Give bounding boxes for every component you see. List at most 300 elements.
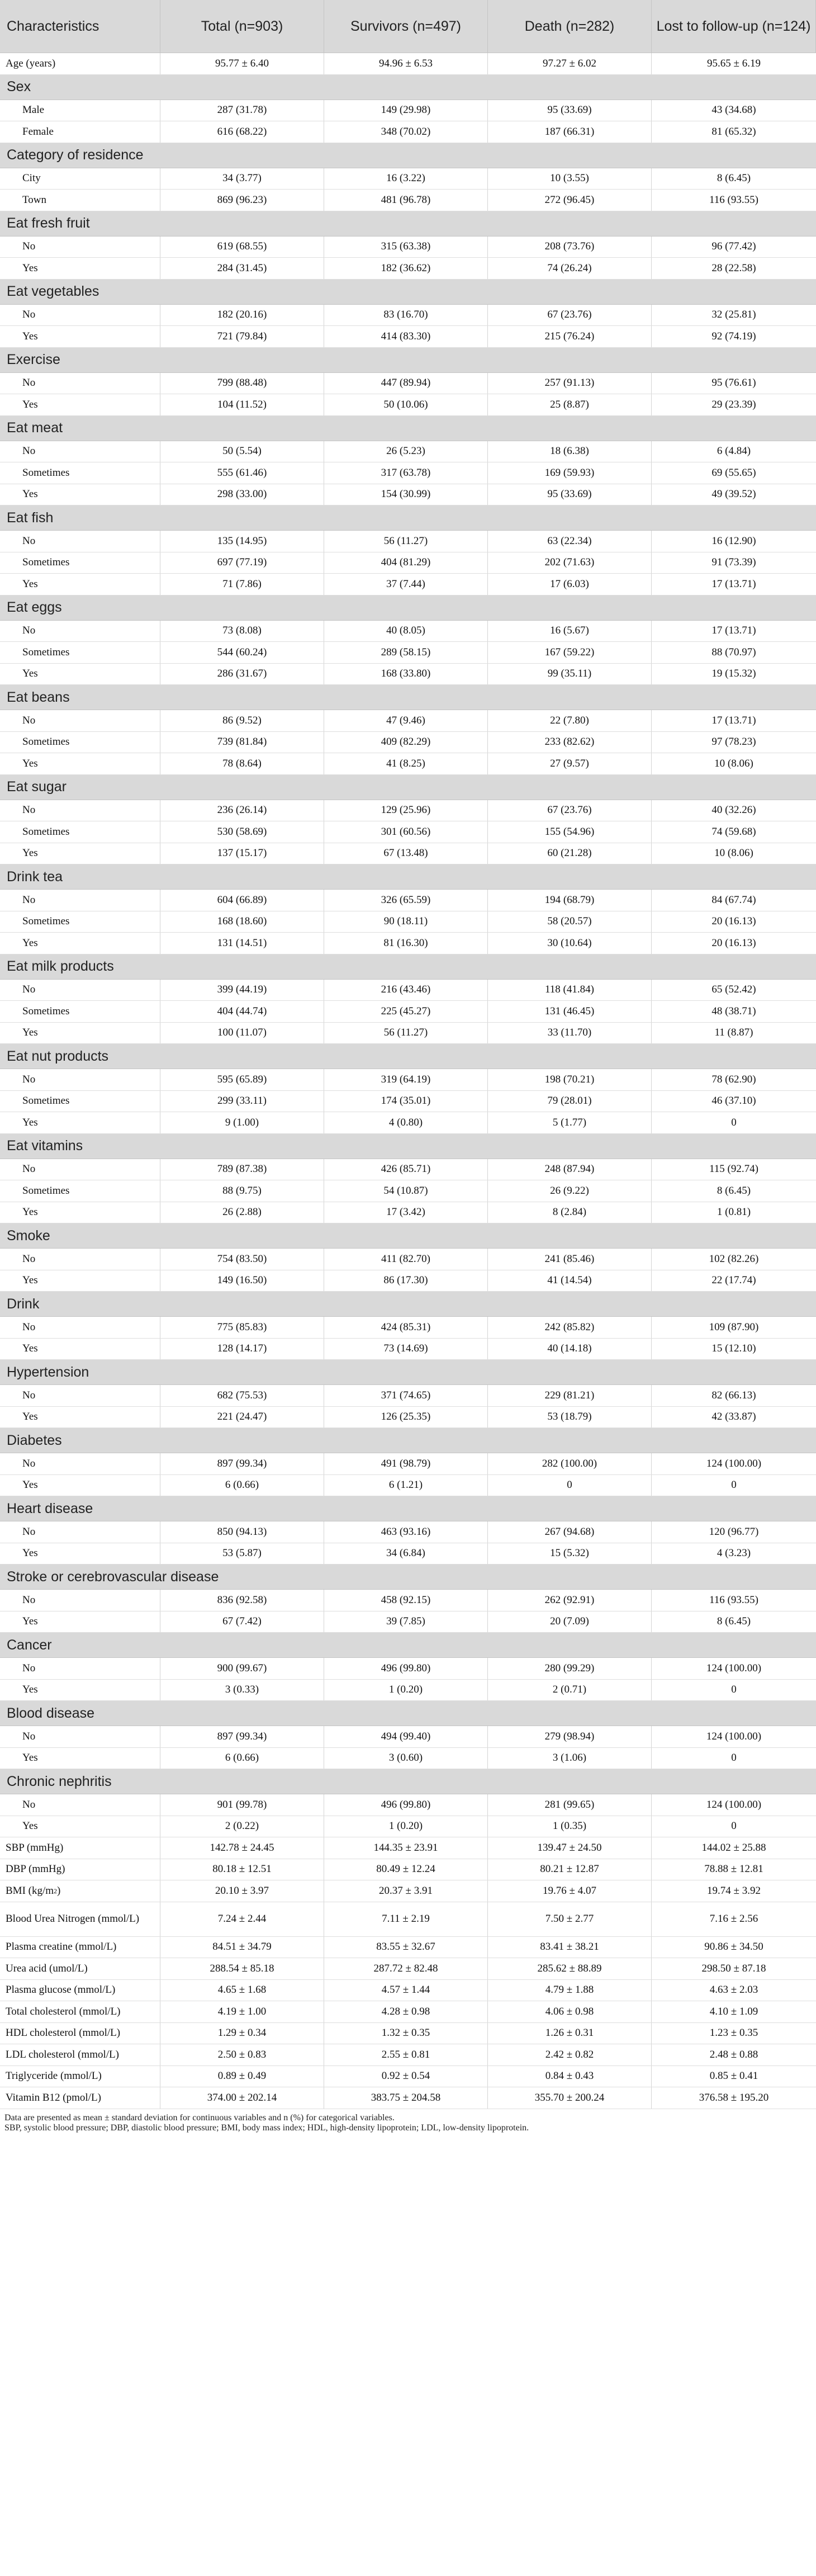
- value-cell: 49 (39.52): [711, 488, 756, 500]
- value-cell: 83 (16.70): [324, 305, 488, 326]
- value-cell: 86 (9.52): [160, 710, 324, 731]
- value-cell: 40 (8.05): [324, 621, 488, 642]
- value-cell: 19.74 ± 3.92: [707, 1884, 761, 1897]
- value-cell: 1.29 ± 0.34: [160, 2023, 324, 2044]
- row-label-text: Age (years): [6, 57, 56, 69]
- value-cell: 26 (9.22): [488, 1180, 652, 1202]
- table-row: [0, 1590, 816, 1611]
- value-cell: 424 (85.31): [324, 1317, 488, 1338]
- value-cell: 19 (15.32): [711, 668, 756, 680]
- section-header: [0, 211, 816, 237]
- value-cell: 0.84 ± 0.43: [488, 2066, 652, 2087]
- row-label: [0, 121, 160, 143]
- table-row: [0, 933, 816, 954]
- table-row: [0, 890, 816, 911]
- table-row: [0, 190, 816, 211]
- row-label: [0, 2001, 160, 2022]
- row-label: [0, 664, 160, 685]
- value-cell: 69 (55.65): [711, 466, 756, 479]
- table-row: [0, 1180, 816, 1202]
- value-cell: 298 (33.00): [160, 484, 324, 505]
- table-row: [0, 1249, 816, 1270]
- row-label-text: No: [22, 1252, 36, 1265]
- value-cell: 167 (59.22): [488, 642, 652, 663]
- value-cell: 71 (7.86): [160, 574, 324, 595]
- value-cell: 6 (1.21): [324, 1475, 488, 1496]
- value-cell: 697 (77.19): [160, 552, 324, 574]
- row-label-text: City: [22, 172, 41, 185]
- footnote-abbreviations: SBP, systolic blood pressure; DBP, diastolic blood pressure; BMI, body mass index; HDL, high-density lipoprotein; LDL, low-density lipoprotein.: [4, 2123, 529, 2133]
- value-cell: 7.24 ± 2.44: [160, 1902, 324, 1936]
- row-label: [0, 1249, 160, 1270]
- table-row: [0, 552, 816, 574]
- value-cell: 95.65 ± 6.19: [707, 57, 761, 69]
- table-row: [0, 1748, 816, 1770]
- value-cell: 15 (5.32): [488, 1543, 652, 1564]
- table-row: [0, 1270, 816, 1292]
- row-label-text: No: [22, 1073, 36, 1085]
- row-label-text: Yes: [22, 1820, 38, 1832]
- value-cell: 99 (35.11): [488, 664, 652, 685]
- section-label: Sex: [7, 79, 31, 94]
- value-cell: 267 (94.68): [488, 1521, 652, 1543]
- value-cell: 128 (14.17): [160, 1339, 324, 1360]
- section-label: Eat fresh fruit: [7, 215, 90, 231]
- value-cell: 619 (68.55): [160, 237, 324, 258]
- value-cell: 0.85 ± 0.41: [709, 2070, 758, 2082]
- section-label: Eat vitamins: [7, 1138, 83, 1154]
- value-cell: 604 (66.89): [160, 890, 324, 911]
- row-label-text: No: [22, 445, 36, 457]
- row-label: [0, 1543, 160, 1564]
- table-row: [0, 394, 816, 416]
- table-row: [0, 621, 816, 642]
- value-cell: 39 (7.85): [324, 1611, 488, 1633]
- value-cell: 187 (66.31): [488, 121, 652, 143]
- row-label: [0, 2023, 160, 2044]
- value-cell: 83.55 ± 32.67: [324, 1937, 488, 1958]
- column-header: Total (n=903): [160, 0, 324, 53]
- row-label-text: No: [22, 1457, 36, 1469]
- value-cell: 4.65 ± 1.68: [160, 1980, 324, 2001]
- value-cell: 32 (25.81): [711, 309, 756, 321]
- value-cell: 43 (34.68): [711, 104, 756, 116]
- value-cell: 124 (100.00): [706, 1457, 762, 1469]
- value-cell: 355.70 ± 200.24: [488, 2087, 652, 2109]
- value-cell: 34 (3.77): [160, 168, 324, 190]
- row-label-text: Male: [22, 104, 45, 116]
- value-cell: 2 (0.71): [488, 1680, 652, 1701]
- section-label: Eat sugar: [7, 779, 67, 795]
- row-label-text: Sometimes: [22, 736, 70, 748]
- value-cell: 124 (100.00): [706, 1798, 762, 1811]
- table-row: [0, 373, 816, 395]
- value-cell: 315 (63.38): [324, 237, 488, 258]
- section-label: Exercise: [7, 352, 60, 367]
- row-label-text: No: [22, 1594, 36, 1606]
- value-cell: 17 (6.03): [488, 574, 652, 595]
- table-row: [0, 1385, 816, 1407]
- row-label: [0, 1091, 160, 1112]
- section-header: [0, 1134, 816, 1159]
- table-row: [0, 574, 816, 595]
- row-label: [0, 753, 160, 774]
- value-cell: 139.47 ± 24.50: [488, 1837, 652, 1859]
- row-label: [0, 843, 160, 864]
- column-header: Survivors (n=497): [324, 0, 488, 53]
- section-header: [0, 416, 816, 441]
- value-cell: 1 (0.20): [324, 1680, 488, 1701]
- value-cell: 65 (52.42): [711, 984, 756, 996]
- row-label: [0, 441, 160, 462]
- value-cell: 447 (89.94): [324, 373, 488, 394]
- value-cell: 399 (44.19): [160, 980, 324, 1001]
- section-label: Heart disease: [7, 1500, 93, 1516]
- row-label: [0, 462, 160, 484]
- value-cell: 8 (6.45): [717, 1184, 751, 1197]
- row-label: [0, 1001, 160, 1022]
- row-label-text: Yes: [22, 330, 38, 342]
- value-cell: 67 (23.76): [488, 800, 652, 821]
- table-row: [0, 1658, 816, 1680]
- value-cell: 1 (0.20): [324, 1816, 488, 1837]
- value-cell: 67 (23.76): [488, 305, 652, 326]
- value-cell: 78 (62.90): [711, 1073, 756, 1085]
- value-cell: 17 (3.42): [324, 1202, 488, 1223]
- value-cell: 42 (33.87): [711, 1411, 756, 1423]
- row-label-text: Yes: [22, 757, 38, 769]
- value-cell: 754 (83.50): [160, 1249, 324, 1270]
- row-label-text: Sometimes: [22, 556, 70, 569]
- row-label: [0, 100, 160, 121]
- value-cell: 279 (98.94): [488, 1726, 652, 1747]
- value-cell: 0: [731, 1684, 737, 1696]
- row-label: [0, 552, 160, 574]
- row-label-text: No: [22, 804, 36, 816]
- row-label: [0, 373, 160, 394]
- table-row: [0, 1816, 816, 1838]
- value-cell: 97 (78.23): [711, 736, 756, 748]
- row-label: [0, 821, 160, 843]
- value-cell: 37 (7.44): [324, 574, 488, 595]
- value-cell: 56 (11.27): [324, 531, 488, 552]
- table-row: [0, 1521, 816, 1543]
- table-row: [0, 1202, 816, 1224]
- row-label: [0, 168, 160, 190]
- value-cell: 118 (41.84): [488, 980, 652, 1001]
- value-cell: 0.92 ± 0.54: [324, 2066, 488, 2087]
- table-row: [0, 821, 816, 843]
- row-label-text: No: [22, 309, 36, 321]
- value-cell: 120 (96.77): [709, 1525, 759, 1538]
- value-cell: 79 (28.01): [488, 1091, 652, 1112]
- table-row: [0, 753, 816, 775]
- value-cell: 47 (9.46): [324, 710, 488, 731]
- value-cell: 221 (24.47): [160, 1407, 324, 1428]
- row-label-text: No: [22, 1163, 36, 1175]
- table-row: [0, 305, 816, 327]
- row-label-text: No: [22, 984, 36, 996]
- value-cell: 56 (11.27): [324, 1023, 488, 1044]
- row-label-text: Yes: [22, 1411, 38, 1423]
- value-cell: 100 (11.07): [160, 1023, 324, 1044]
- value-cell: 26 (5.23): [324, 441, 488, 462]
- column-header: Characteristics: [0, 0, 160, 53]
- value-cell: 116 (93.55): [709, 1594, 758, 1606]
- section-header: [0, 505, 816, 531]
- value-cell: 95.77 ± 6.40: [160, 53, 324, 74]
- value-cell: 142.78 ± 24.45: [160, 1837, 324, 1859]
- value-cell: 7.11 ± 2.19: [324, 1902, 488, 1936]
- value-cell: 27 (9.57): [488, 753, 652, 774]
- value-cell: 208 (73.76): [488, 237, 652, 258]
- value-cell: 2 (0.22): [160, 1816, 324, 1837]
- row-label-text: Yes: [22, 1752, 38, 1764]
- value-cell: 53 (5.87): [160, 1543, 324, 1564]
- value-cell: 94.96 ± 6.53: [324, 53, 488, 74]
- value-cell: 301 (60.56): [324, 821, 488, 843]
- row-label-text: Yes: [22, 578, 38, 590]
- table-row: [0, 1339, 816, 1360]
- section-label: Eat meat: [7, 420, 63, 436]
- value-cell: 28 (22.58): [711, 262, 756, 274]
- table-row: [0, 642, 816, 664]
- value-cell: 530 (58.69): [160, 821, 324, 843]
- section-label: Smoke: [7, 1227, 50, 1244]
- value-cell: 0: [488, 1475, 652, 1496]
- value-cell: 4.28 ± 0.98: [324, 2001, 488, 2022]
- row-label-text: Vitamin B12 (pmol/L): [6, 2091, 101, 2104]
- value-cell: 18 (6.38): [488, 441, 652, 462]
- section-label: Hypertension: [7, 1364, 89, 1380]
- value-cell: 198 (70.21): [488, 1069, 652, 1090]
- value-cell: 124 (100.00): [706, 1662, 762, 1674]
- table-row: [0, 1407, 816, 1429]
- section-label: Eat vegetables: [7, 283, 99, 299]
- value-cell: 40 (14.18): [488, 1339, 652, 1360]
- value-cell: 60 (21.28): [488, 843, 652, 864]
- row-label: [0, 1958, 160, 1979]
- row-label-text: Sometimes: [22, 466, 70, 479]
- value-cell: 81 (16.30): [324, 933, 488, 954]
- value-cell: 11 (8.87): [714, 1027, 753, 1039]
- value-cell: 84.51 ± 34.79: [160, 1937, 324, 1958]
- section-label: Blood disease: [7, 1705, 95, 1721]
- value-cell: 88 (70.97): [711, 646, 756, 658]
- row-label: [0, 1069, 160, 1090]
- row-label: [0, 1859, 160, 1880]
- row-label: [0, 1270, 160, 1292]
- table-row: [0, 1980, 816, 2002]
- value-cell: 555 (61.46): [160, 462, 324, 484]
- value-cell: 4.57 ± 1.44: [324, 1980, 488, 2001]
- value-cell: 168 (33.80): [324, 664, 488, 685]
- section-label: Eat fish: [7, 509, 54, 526]
- value-cell: 4.10 ± 1.09: [709, 2005, 758, 2017]
- section-header: [0, 775, 816, 800]
- value-cell: 20.37 ± 3.91: [324, 1880, 488, 1902]
- row-label-text: Yes: [22, 1547, 38, 1559]
- row-label-text: Plasma creatine (mmol/L): [6, 1941, 117, 1953]
- row-label-text: DBP (mmHg): [6, 1863, 65, 1875]
- row-label-text: No: [22, 1525, 36, 1538]
- value-cell: 2.42 ± 0.82: [488, 2044, 652, 2065]
- table-row: [0, 800, 816, 822]
- row-label-text: Town: [22, 193, 47, 206]
- row-label: [0, 258, 160, 279]
- row-label: [0, 1658, 160, 1679]
- value-cell: 404 (81.29): [324, 552, 488, 574]
- row-label: [0, 1385, 160, 1406]
- value-cell: 463 (93.16): [324, 1521, 488, 1543]
- value-cell: 5 (1.77): [488, 1112, 652, 1133]
- value-cell: 319 (64.19): [324, 1069, 488, 1090]
- table-row: [0, 1159, 816, 1181]
- value-cell: 109 (87.90): [709, 1321, 759, 1333]
- table-row: [0, 1726, 816, 1748]
- table-row: [0, 1453, 816, 1475]
- value-cell: 272 (96.45): [488, 190, 652, 211]
- value-cell: 20 (16.13): [711, 937, 756, 949]
- table-row: [0, 1958, 816, 1980]
- table-row: [0, 1543, 816, 1565]
- value-cell: 131 (46.45): [488, 1001, 652, 1022]
- value-cell: 288.54 ± 85.18: [160, 1958, 324, 1979]
- row-label-text: Sometimes: [22, 915, 70, 928]
- value-cell: 20 (7.09): [488, 1611, 652, 1633]
- value-cell: 137 (15.17): [160, 843, 324, 864]
- section-header: [0, 1360, 816, 1385]
- value-cell: 775 (85.83): [160, 1317, 324, 1338]
- table-row: [0, 1001, 816, 1023]
- value-cell: 154 (30.99): [324, 484, 488, 505]
- section-header: [0, 595, 816, 621]
- table-row: [0, 2044, 816, 2066]
- row-label-text: Urea acid (umol/L): [6, 1962, 88, 1974]
- section-label: Drink tea: [7, 868, 63, 885]
- value-cell: 90 (18.11): [324, 911, 488, 933]
- table-row: [0, 980, 816, 1001]
- value-cell: 53 (18.79): [488, 1407, 652, 1428]
- table-row: [0, 1902, 816, 1937]
- value-cell: 144.02 ± 25.88: [701, 1841, 766, 1854]
- value-cell: 67 (13.48): [324, 843, 488, 864]
- table-row: [0, 710, 816, 732]
- value-cell: 73 (14.69): [324, 1339, 488, 1360]
- row-label: [0, 1407, 160, 1428]
- value-cell: 284 (31.45): [160, 258, 324, 279]
- row-label-text: Female: [22, 125, 54, 138]
- value-cell: 836 (92.58): [160, 1590, 324, 1611]
- value-cell: 50 (10.06): [324, 394, 488, 415]
- value-cell: 900 (99.67): [160, 1658, 324, 1679]
- value-cell: 7.16 ± 2.56: [709, 1913, 758, 1925]
- value-cell: 1 (0.35): [488, 1816, 652, 1837]
- value-cell: 7.50 ± 2.77: [488, 1902, 652, 1936]
- value-cell: 202 (71.63): [488, 552, 652, 574]
- row-label: [0, 574, 160, 595]
- value-cell: 281 (99.65): [488, 1794, 652, 1816]
- table-row: [0, 2087, 816, 2109]
- value-cell: 95 (76.61): [711, 377, 756, 389]
- value-cell: 595 (65.89): [160, 1069, 324, 1090]
- row-label: [0, 237, 160, 258]
- row-label: [0, 890, 160, 911]
- row-label-suffix: ): [57, 1884, 61, 1897]
- value-cell: 22 (17.74): [711, 1274, 756, 1287]
- table-row: [0, 462, 816, 484]
- value-cell: 616 (68.22): [160, 121, 324, 143]
- value-cell: 174 (35.01): [324, 1091, 488, 1112]
- value-cell: 6 (0.66): [160, 1475, 324, 1496]
- value-cell: 494 (99.40): [324, 1726, 488, 1747]
- value-cell: 404 (44.74): [160, 1001, 324, 1022]
- row-label: [0, 2087, 160, 2109]
- row-label-text: Yes: [22, 1479, 38, 1491]
- value-cell: 789 (87.38): [160, 1159, 324, 1180]
- value-cell: 135 (14.95): [160, 531, 324, 552]
- table-row: [0, 2066, 816, 2088]
- value-cell: 4.79 ± 1.88: [488, 1980, 652, 2001]
- value-cell: 124 (100.00): [706, 1730, 762, 1742]
- value-cell: 233 (82.62): [488, 732, 652, 753]
- value-cell: 282 (100.00): [488, 1453, 652, 1474]
- section-header: [0, 1044, 816, 1069]
- row-label: [0, 1726, 160, 1747]
- row-label: [0, 1590, 160, 1611]
- value-cell: 299 (33.11): [160, 1091, 324, 1112]
- row-label-text: HDL cholesterol (mmol/L): [6, 2027, 121, 2039]
- value-cell: 74 (59.68): [711, 825, 756, 838]
- row-label: [0, 1748, 160, 1769]
- row-label-text: BMI (kg/m: [6, 1884, 54, 1897]
- value-cell: 414 (83.30): [324, 326, 488, 347]
- table-row: [0, 484, 816, 506]
- value-cell: 739 (81.84): [160, 732, 324, 753]
- value-cell: 1.26 ± 0.31: [488, 2023, 652, 2044]
- value-cell: 348 (70.02): [324, 121, 488, 143]
- row-label: [0, 1937, 160, 1958]
- value-cell: 16 (12.90): [711, 535, 756, 547]
- value-cell: 81 (65.32): [711, 125, 756, 138]
- table-row: [0, 326, 816, 348]
- value-cell: 1 (0.81): [717, 1206, 751, 1218]
- value-cell: 149 (29.98): [324, 100, 488, 121]
- value-cell: 9 (1.00): [160, 1112, 324, 1133]
- row-label-text: Yes: [22, 1684, 38, 1696]
- value-cell: 0: [731, 1116, 737, 1128]
- value-cell: 2.55 ± 0.81: [324, 2044, 488, 2065]
- value-cell: 83.41 ± 38.21: [488, 1937, 652, 1958]
- row-label: [0, 1180, 160, 1202]
- row-label-text: Yes: [22, 1027, 38, 1039]
- row-label: [0, 642, 160, 663]
- value-cell: 73 (8.08): [160, 621, 324, 642]
- row-label: [0, 800, 160, 821]
- value-cell: 4.63 ± 2.03: [709, 1984, 758, 1996]
- row-label-text: No: [22, 1321, 36, 1333]
- section-header: [0, 280, 816, 305]
- row-label-text: Sometimes: [22, 1095, 70, 1107]
- value-cell: 144.35 ± 23.91: [324, 1837, 488, 1859]
- row-label: [0, 1794, 160, 1816]
- value-cell: 0: [731, 1820, 737, 1832]
- value-cell: 30 (10.64): [488, 933, 652, 954]
- value-cell: 8 (6.45): [717, 1615, 751, 1628]
- value-cell: 84 (67.74): [711, 894, 756, 906]
- row-label: [0, 710, 160, 731]
- row-label-text: Yes: [22, 937, 38, 949]
